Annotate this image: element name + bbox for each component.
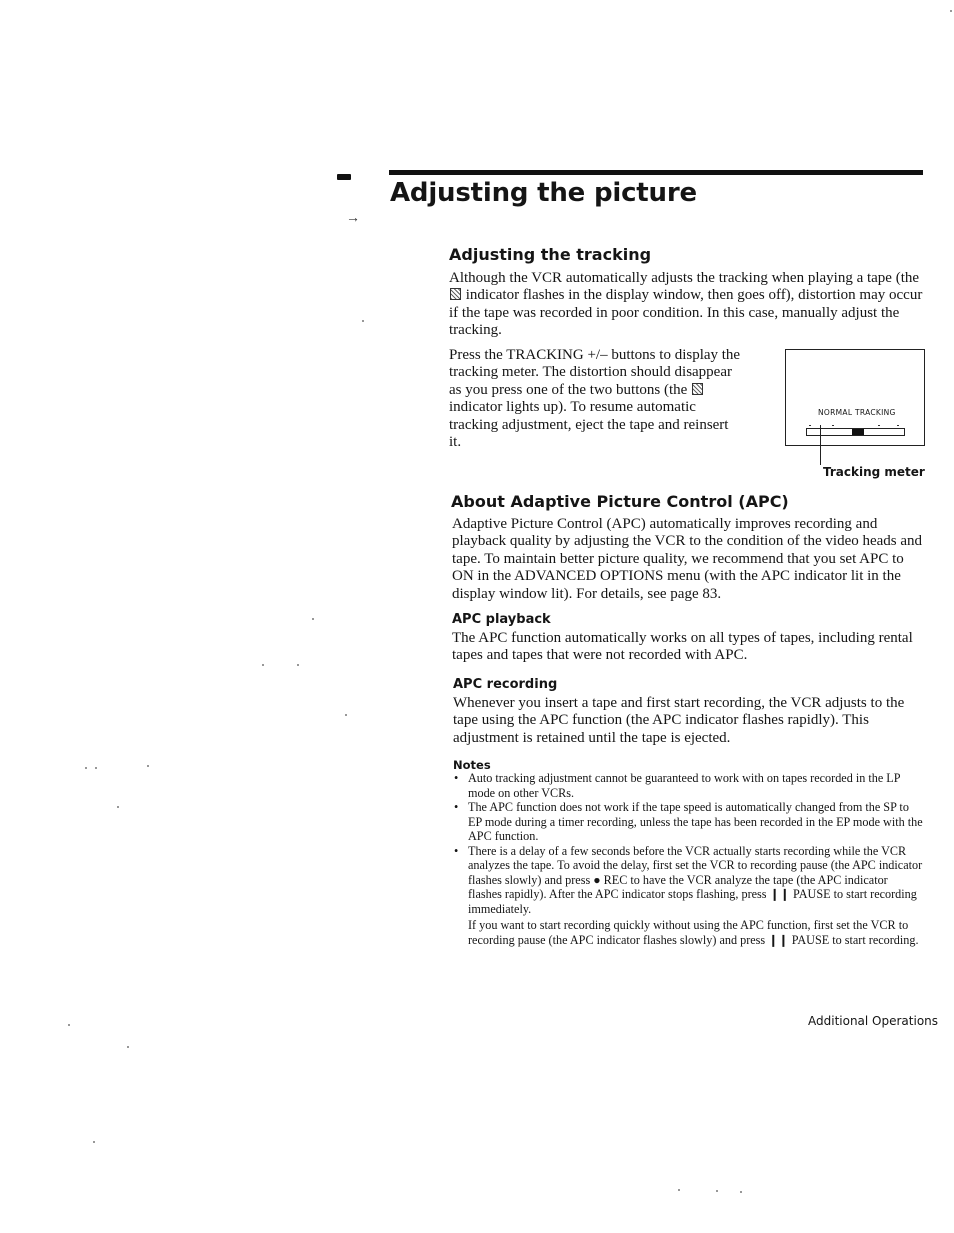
tracking-heading: Adjusting the tracking	[449, 245, 652, 264]
page-title: Adjusting the picture	[390, 178, 697, 208]
meter-tick	[809, 425, 811, 426]
scan-speck	[345, 714, 347, 716]
scan-speck	[68, 1024, 70, 1026]
scan-speck	[93, 1141, 95, 1143]
meter-tick	[832, 425, 834, 426]
notes-heading: Notes	[453, 758, 491, 772]
apc-recording-text: Whenever you insert a tape and first start recording, the VCR adjusts to the tape using the APC function (the APC indicator flashes rapidly). This adjustment is retained until the tape is ejected.	[453, 695, 905, 746]
apc-playback-text: The APC function automatically works on all types of tapes, including rental tapes and tapes that were not recorded with APC.	[452, 630, 913, 664]
apc-heading: About Adaptive Picture Control (APC)	[451, 492, 789, 511]
tracking-para1-end: indicator flashes in the display window, then goes off), distortion may occur if the tape was recorded in poor condition. In this case, manually adjust the tracking.	[449, 287, 923, 339]
header-rule	[389, 170, 923, 175]
note-item: • Auto tracking adjustment cannot be guaranteed to work with on tapes recorded in the LP mode on other VCRs.	[453, 771, 923, 800]
meter-caption: Tracking meter	[823, 465, 925, 479]
tracking-para1-start: Although the VCR automatically adjusts the tracking when playing a tape (the	[449, 270, 920, 286]
scan-speck	[85, 767, 87, 769]
scan-speck	[262, 664, 264, 666]
scan-speck	[297, 664, 299, 666]
scan-speck	[678, 1189, 680, 1191]
scan-speck	[716, 1190, 718, 1192]
scan-speck	[117, 806, 119, 808]
scan-speck	[950, 10, 952, 12]
tracking-meter-level	[852, 429, 864, 435]
section-tab-marker	[337, 174, 351, 180]
scan-speck	[362, 320, 364, 322]
scan-speck	[147, 765, 149, 767]
scan-speck	[740, 1191, 742, 1193]
section-footer: Additional Operations	[808, 1014, 939, 1028]
meter-label: NORMAL TRACKING	[818, 408, 896, 417]
meter-tick	[897, 425, 899, 426]
meter-tick	[878, 425, 880, 426]
tracking-paragraph-1	[449, 270, 923, 340]
notes-list	[453, 771, 923, 916]
meter-callout-line	[820, 425, 821, 465]
scan-speck	[95, 767, 97, 769]
note-extra: If you want to start recording quickly without using the APC function, first set the VCR to recording pause (the APC indicator flashes slowly) and press ❙❙ PAUSE to start recording.	[468, 918, 919, 947]
scan-speck	[127, 1046, 129, 1048]
scan-speck	[312, 618, 314, 620]
tracking-indicator-icon	[450, 288, 461, 300]
note-item: • The APC function does not work if the tape speed is automatically changed from the SP to EP mode during a timer recording, unless the tape has been recorded in the EP mode with the APC function.	[453, 800, 923, 844]
tracking-para2-end: indicator lights up). To resume automatic tracking adjustment, eject the tape and reinsert it.	[449, 399, 729, 451]
apc-recording-heading: APC recording	[453, 677, 558, 692]
tracking-paragraph-2	[449, 347, 741, 451]
tracking-indicator-icon-2	[692, 383, 703, 395]
apc-intro: Adaptive Picture Control (APC) automatically improves recording and playback quality by adjusting the VCR to the condition of the video heads and tape. To maintain better picture quality, we recommend that you set APC to ON in the ADVANCED OPTIONS menu (with the APC indicator lit in the display window lit). For details, see page 83.	[452, 516, 923, 602]
apc-playback-heading: APC playback	[452, 612, 551, 627]
tracking-para2-start: Press the TRACKING +/– buttons to display the tracking meter. The distortion should disappear as you press one of the two buttons (the	[449, 347, 741, 398]
note-item: • There is a delay of a few seconds before the VCR actually starts recording while the VCR analyzes the tape. To avoid the delay, first set the VCR to recording pause (the APC indicator flashes slowly) and press ● REC to have the VCR analyze the tape (the APC indicator flashes rapidly). After the APC indicator stops flashing, press ❙❙ PAUSE to start recording immediately.	[453, 844, 923, 917]
margin-arrow-icon: →	[346, 211, 360, 226]
